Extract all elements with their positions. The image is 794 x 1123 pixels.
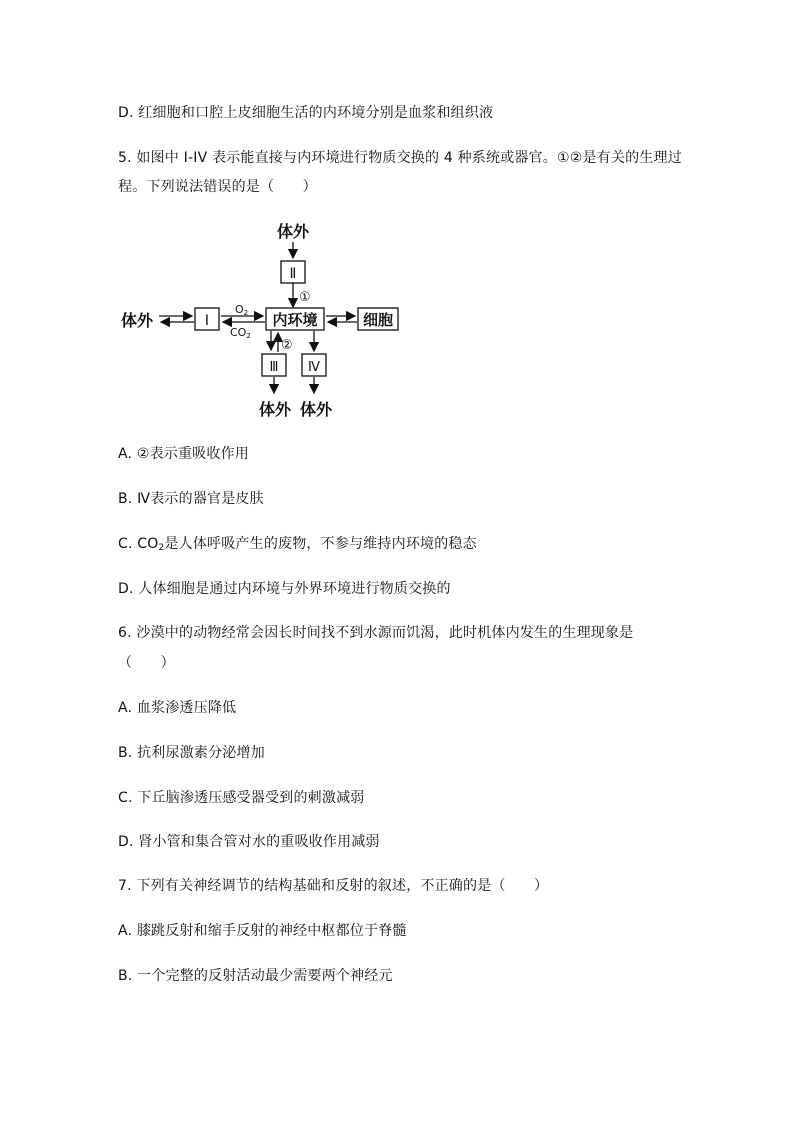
center-label: 内环境 [272,311,318,329]
question-6-stem-line1: 6. 沙漠中的动物经常会因长时间找不到水源而饥渴，此时机体内发生的生理现象是 [118,625,634,641]
question-6-option-a: A. 血浆渗透压降低 [118,700,237,716]
left-outside-label: 体外 [121,311,154,330]
process-2-label: ② [281,338,293,353]
question-7-option-a: A. 膝跳反射和缩手反射的神经中枢都位于脊髓 [118,923,407,939]
prev-option-d: D. 红细胞和口腔上皮细胞生活的内环境分别是血浆和组织液 [118,105,494,121]
box-ii-label: Ⅱ [289,266,297,282]
question-5-option-c: C. $CO_2$是人体呼吸产生的废物，不参与维持内环境的稳态 [118,536,477,553]
question-6-option-b: B. 抗利尿激素分泌增加 [118,745,265,761]
question-6-option-c: C. 下丘脑渗透压感受器受到的刺激减弱 [118,790,365,806]
co2-label: CO2 [230,326,251,340]
question-7-stem: 7. 下列有关神经调节的结构基础和反射的叙述，不正确的是（ ） [118,878,549,894]
question-6-option-d: D. 肾小管和集合管对水的重吸收作用减弱 [118,834,380,850]
question-5-option-d: D. 人体细胞是通过内环境与外界环境进行物质交换的 [118,581,451,597]
box-iii-label: Ⅲ [269,360,279,375]
bottom-outside-label-2: 体外 [299,400,333,419]
cell-label: 细胞 [362,311,394,329]
bottom-outside-label-1: 体外 [258,400,292,419]
question-5-stem-line2: 程。下列说法错误的是（ ） [118,179,317,195]
process-1-label: ① [299,290,311,305]
internal-environment-diagram [115,215,415,425]
top-outside-label: 体外 [276,222,310,241]
o2-label: O2 [235,303,249,317]
question-6-stem-line2: （ ） [118,655,175,671]
question-5-option-a: A. ②表示重吸收作用 [118,446,249,462]
question-5-stem-line1: 5. 如图中 I-IV 表示能直接与内环境进行物质交换的 4 种系统或器官。①②是有关的生理过 [118,150,682,166]
box-i-label: Ⅰ [204,313,210,329]
question-7-option-b: B. 一个完整的反射活动最少需要两个神经元 [118,968,393,984]
box-iv-label: Ⅳ [308,360,320,375]
question-5-option-b: B. Ⅳ表示的器官是皮肤 [118,491,264,507]
